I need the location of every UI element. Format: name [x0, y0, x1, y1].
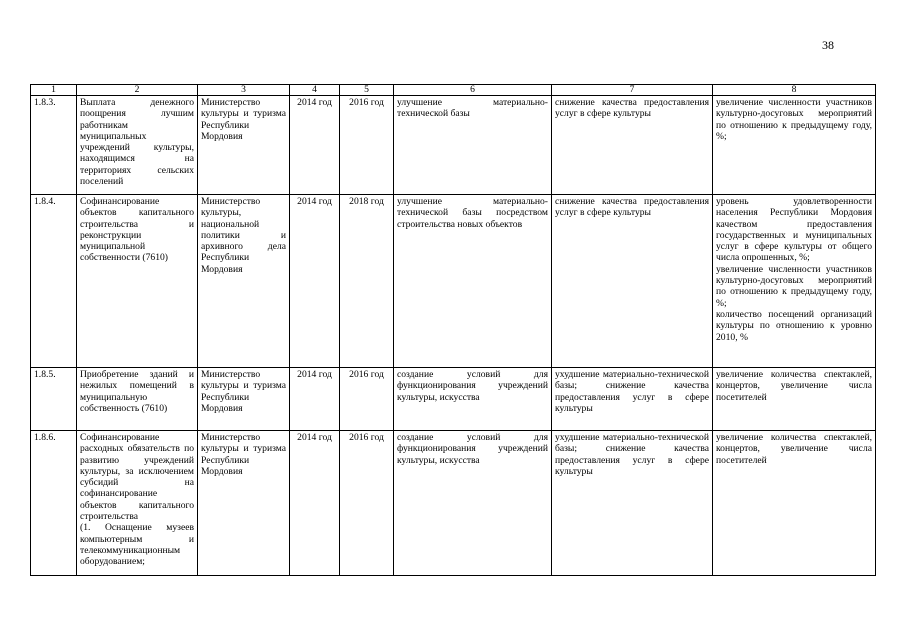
responsible-executor: Министерство культуры, национальной политики и архивного дела Республики Мордовия: [198, 195, 290, 368]
column-number: 8: [713, 85, 876, 96]
column-number: 6: [394, 85, 552, 96]
end-year: 2018 год: [340, 195, 394, 368]
related-indicators: [713, 96, 876, 195]
indicator-text: увеличение численности участников культурно-досуговых мероприятий по отношению к предыдущему году, %;: [716, 263, 872, 309]
responsible-executor: Министерство культуры и туризма Республики Мордовия: [198, 96, 290, 195]
non-implementation-consequence: снижение качества предоставления услуг в сфере культуры: [552, 96, 713, 195]
start-year: 2014 год: [290, 96, 340, 195]
table-row: [31, 368, 876, 431]
table-row: [31, 431, 876, 576]
measure-name: Софинансирование объектов капитального строительства и реконструкции муниципальной собственности (7610): [77, 195, 198, 368]
end-year: 2016 год: [340, 431, 394, 576]
indicator-text: увеличение количества спектаклей, концертов, увеличение числа посетителей: [716, 432, 872, 466]
start-year: 2014 год: [290, 431, 340, 576]
table-row: [31, 96, 876, 195]
indicator-text: увеличение численности участников культурно-досуговых мероприятий по отношению к предыдущему году, %;: [716, 97, 872, 142]
measure-number: 1.8.3.: [31, 96, 77, 195]
column-number: 1: [31, 85, 77, 96]
column-number: 5: [340, 85, 394, 96]
page-number: 38: [822, 38, 834, 52]
measure-number: 1.8.6.: [31, 431, 77, 576]
start-year: 2014 год: [290, 195, 340, 368]
measure-name: [77, 431, 198, 576]
non-implementation-consequence: ухудшение материально-технической базы; снижение качества предоставления услуг в сфере культуры: [552, 431, 713, 576]
measure-number: 1.8.5.: [31, 368, 77, 431]
column-number: 2: [77, 85, 198, 96]
column-number: 4: [290, 85, 340, 96]
indicator-text: увеличение количества спектаклей, концертов, увеличение числа посетителей: [716, 369, 872, 403]
related-indicators: [713, 195, 876, 368]
non-implementation-consequence: снижение качества предоставления услуг в сфере культуры: [552, 195, 713, 368]
related-indicators: [713, 431, 876, 576]
measure-name-text: Софинансирование расходных обязательств по развитию учреждений культуры, за исключением субсидий на софинансирование объектов капитального строительства: [80, 432, 194, 523]
measure-number: 1.8.4.: [31, 195, 77, 368]
indicator-text: количество посещений организаций культуры по отношению к уровню 2010, %: [716, 308, 872, 343]
start-year: 2014 год: [290, 368, 340, 431]
non-implementation-consequence: ухудшение материально-технической базы; снижение качества предоставления услуг в сфере культуры: [552, 368, 713, 431]
end-year: 2016 год: [340, 368, 394, 431]
measure-name-subitem: (1. Оснащение музеев компьютерным и телекоммуникационным оборудованием;: [80, 522, 194, 568]
end-year: 2016 год: [340, 96, 394, 195]
related-indicators: [713, 368, 876, 431]
column-number: 3: [198, 85, 290, 96]
measure-name: Приобретение зданий и нежилых помещений в муниципальную собственность (7610): [77, 368, 198, 431]
responsible-executor: Министерство культуры и туризма Республики Мордовия: [198, 431, 290, 576]
expected-result: создание условий для функционирования учреждений культуры, искусства: [394, 431, 552, 576]
column-number: 7: [552, 85, 713, 96]
table-row: [31, 195, 876, 368]
responsible-executor: Министерство культуры и туризма Республики Мордовия: [198, 368, 290, 431]
expected-result: создание условий для функционирования учреждений культуры, искусства: [394, 368, 552, 431]
measure-name: Выплата денежного поощрения лучшим работникам муниципальных учреждений культуры, находящимся на территориях сельских поселений: [77, 96, 198, 195]
program-measures-table: [30, 84, 876, 576]
expected-result: улучшение материально-технической базы посредством строительства новых объектов: [394, 195, 552, 368]
column-number-row: [31, 85, 876, 96]
expected-result: улучшение материально-технической базы: [394, 96, 552, 195]
indicator-text: уровень удовлетворенности населения Республики Мордовия качеством предоставления государственных и муниципальных услуг в сфере культуры от общего числа опрошенных, %;: [716, 196, 872, 264]
